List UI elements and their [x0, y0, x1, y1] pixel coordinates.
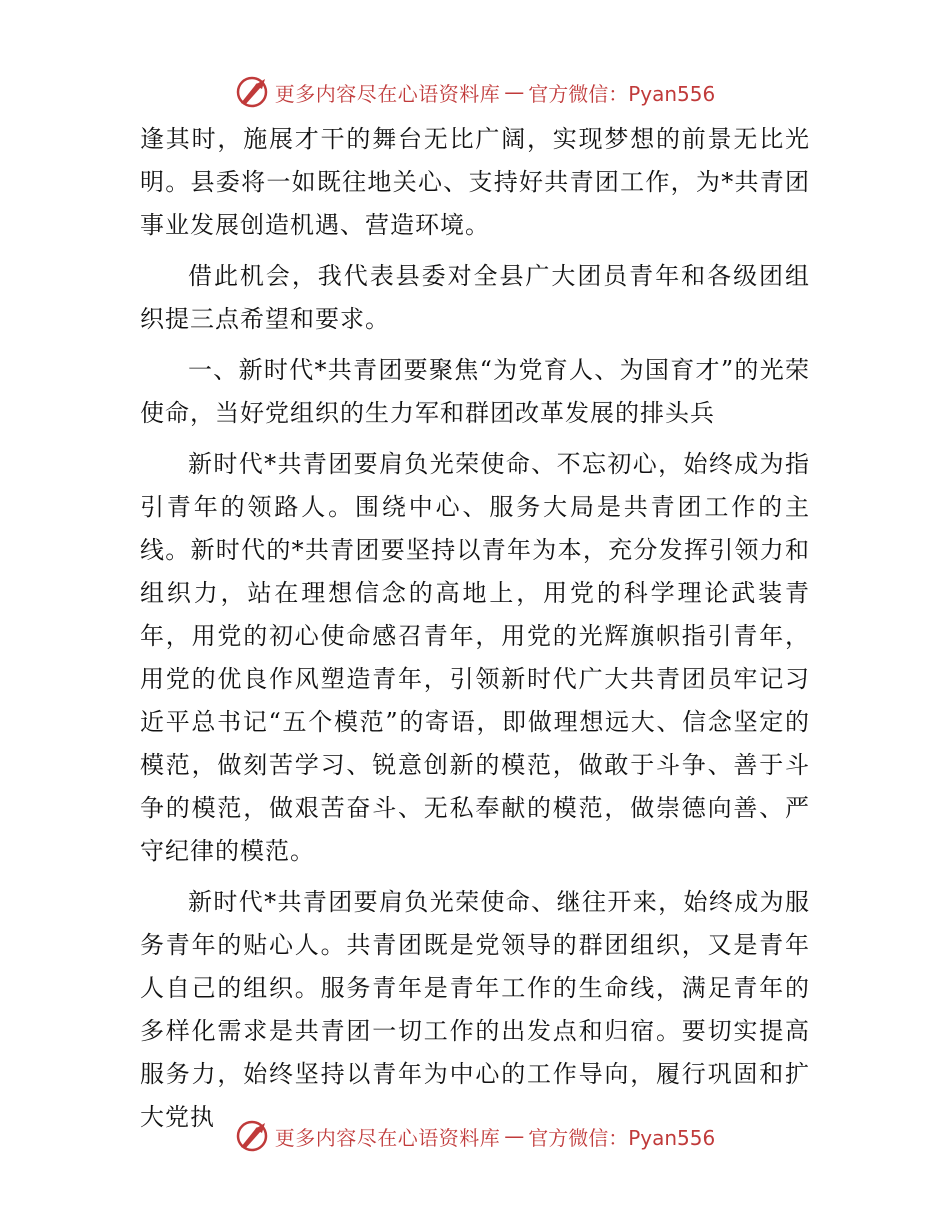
section-heading-1: 一、新时代*共青团要聚焦“为党育人、为国育才”的光荣使命，当好党组织的生力军和群团改革发展的排头兵 — [140, 356, 810, 427]
quill-logo-icon — [235, 75, 269, 109]
paragraph-continuation: 逢其时，施展才干的舞台无比广阔，实现梦想的前景无比光明。县委将一如既往地关心、支持好共青团工作，为*共青团事业发展创造机遇、营造环境。 — [140, 125, 810, 239]
quill-logo-icon — [235, 1119, 269, 1153]
paragraph-guide: 新时代*共青团要肩负光荣使命、不忘初心，始终成为指引青年的领路人。围绕中心、服务大局是共青团工作的主线。新时代的*共青团要坚持以青年为本，充分发挥引领力和组织力，站在理想信念的高地上，用党的科学理论武装青年，用党的初心使命感召青年，用党的光辉旗帜指引青年，用党的优良作风塑造青年，引领新时代广大共青团员牢记习近平总书记“五个模范”的寄语，即做理想远大、信念坚定的模范，做刻苦学习、锐意创新的模范，做敢于斗争、善于斗争的模范，做艰苦奋斗、无私奉献的模范，做崇德向善、严守纪律的模范。 — [140, 450, 810, 865]
paragraph-service: 新时代*共青团要肩负光荣使命、继往开来，始终成为服务青年的贴心人。共青团既是党领导的群团组织，又是青年人自己的组织。服务青年是青年工作的生命线，满足青年的多样化需求是共青团一切工作的出发点和归宿。要切实提高服务力，始终坚持以青年为中心的工作导向，履行巩固和扩大党执 — [140, 888, 810, 1131]
watermark-text: 更多内容尽在心语资料库 — [274, 81, 501, 106]
watermark-contact: 官方微信：Pyan556 — [528, 81, 716, 106]
watermark-contact: 官方微信：Pyan556 — [528, 1125, 716, 1150]
watermark-text: 更多内容尽在心语资料库 — [274, 1125, 501, 1150]
watermark-separator: — — [504, 1124, 525, 1148]
header-watermark — [0, 72, 950, 112]
footer-watermark — [0, 1116, 950, 1156]
paragraph-intro: 借此机会，我代表县委对全县广大团员青年和各级团组织提三点希望和要求。 — [140, 262, 810, 333]
document-body — [140, 118, 810, 1147]
watermark-separator: — — [504, 80, 525, 104]
